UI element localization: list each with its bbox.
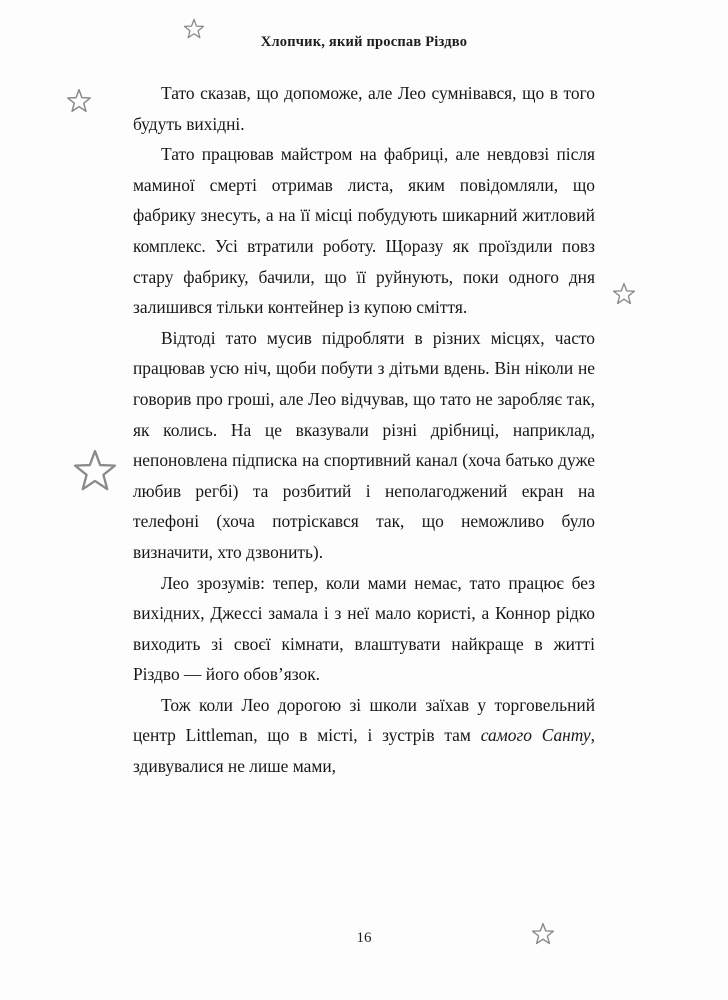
paragraph-final-head: Тож коли Лео дорогою зі школи заїхав у торговельний центр Littleman, що в місті, і зустрів там — [133, 694, 595, 746]
paragraph: Відтоді тато мусив підробляти в різних місцях, часто працював усю ніч, щоби побути з дітьми вдень. Він ніколи не говорив про гроші, але Лео відчував, що тато не заробляє так, як колись. На це вказували різні дрібниці, наприклад, непоновлена підписка на спортивний канал (хоча батько дуже любив регбі) та розбитий і неполагоджений екран на телефоні (хоча потріскався так, що неможливо було визначити, хто дзвонить). — [133, 327, 595, 562]
paragraph: Тато працював майстром на фабриці, але невдовзі після маминої смерті отримав листа, яким повідомляли, що фабрику знесуть, а на її місці побудують шикарний житловий комплекс. Усі втратили роботу. Щоразу як проїздили повз стару фабрику, бачили, що її руйнують, поки одного дня залишився тільки контейнер із купою сміття. — [133, 144, 595, 318]
body-text — [133, 78, 595, 782]
page-number: 16 — [356, 930, 372, 946]
star-icon-upper-left — [66, 88, 92, 114]
star-icon-large-left — [72, 448, 118, 494]
running-head: Хлопчик, який проспав Різдво — [260, 34, 468, 50]
star-icon-top-left — [183, 18, 205, 40]
paragraph: Тато сказав, що допоможе, але Лео сумнівався, що в того будуть вихідні. — [133, 83, 595, 134]
star-icon-mid-right — [612, 282, 636, 306]
paragraph-final-emphasis: самого Санту — [480, 725, 591, 746]
paragraph-final — [133, 690, 595, 782]
paragraph-final-tail: , здивувалися не лише мами, — [133, 725, 595, 777]
paragraph: Лео зрозумів: тепер, коли мами немає, тато працює без вихідних, Джессі замала і з неї мало користі, а Коннор рідко виходить зі своєї кімнати, влаштувати найкраще в житті Різдво — його обов’язок. — [133, 572, 595, 685]
